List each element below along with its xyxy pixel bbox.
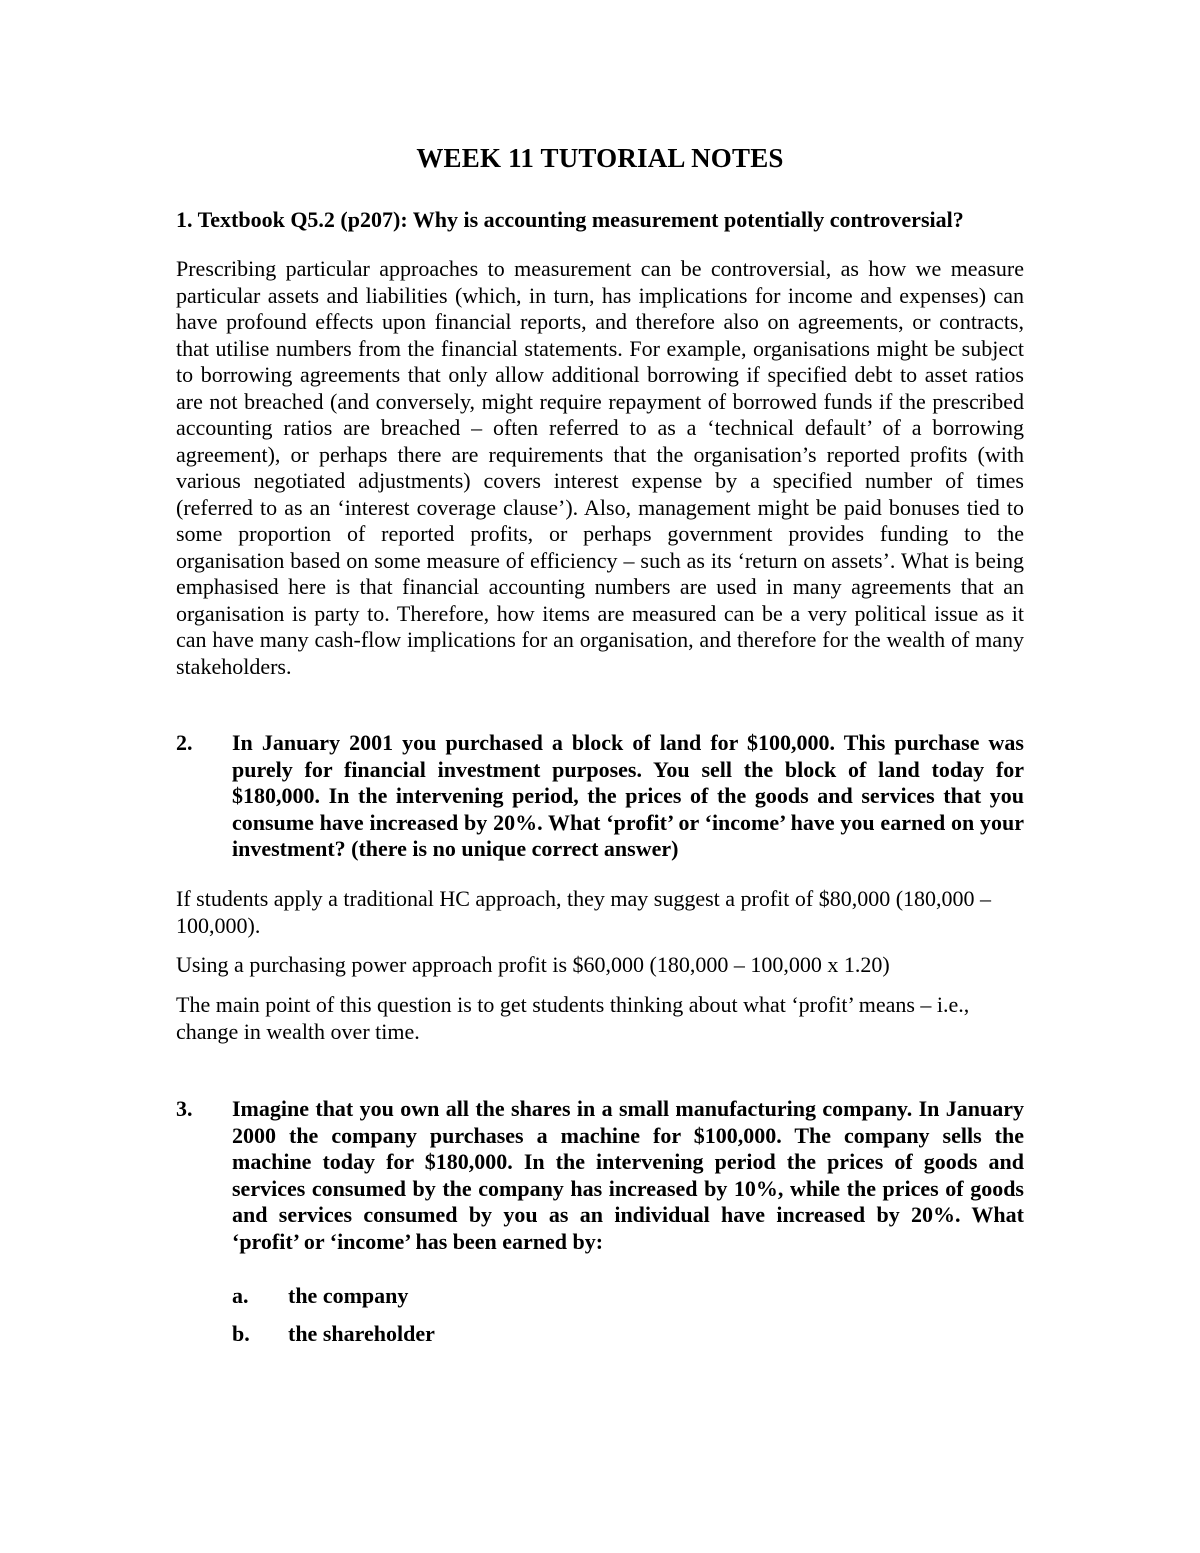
question-3-item-b-text: the shareholder — [288, 1321, 435, 1346]
question-2-text: In January 2001 you purchased a block of land for $100,000. This purchase was purely for financial investment purposes. You sell the block of land today for $180,000. In the intervening period, the prices of the goods and services that you consume have increased by 20%. What ‘profit’ or ‘income’ have you earned on your investment? (there is no unique correct answer) — [232, 730, 1024, 861]
question-2-main-point: The main point of this question is to get students thinking about what ‘profit’ means – i.e., change in wealth over time. — [176, 992, 970, 1044]
question-3-number: 3. — [176, 1096, 193, 1121]
question-3-item-a-text: the company — [288, 1283, 409, 1308]
question-1-answer: Prescribing particular approaches to measurement can be controversial, as how we measure particular assets and liabilities (which, in turn, has implications for income and expenses) can have profound effects upon financial reports, and therefore also on agreements, or contracts, that utilise numbers from the financial statements. For example, organisations might be subject to borrowing agreements that only allow additional borrowing if specified debt to asset ratios are not breached (and conversely, might require repayment of borrowed funds if the prescribed accounting ratios are breached – often referred to as a ‘technical default’ of a borrowing agreement), or perhaps there are requirements that the organisation’s reported profits (with various negotiated adjustments) covers interest expense by a specified number of times (referred to as an ‘interest coverage clause’). Also, management might be paid bonuses tied to some proportion of reported profits, or perhaps government provides funding to the organisation based on some measure of efficiency – such as its ‘return on assets’. What is being emphasised here is that financial accounting numbers are used in many agreements that an organisation is party to. Therefore, how items are measured can be a very political issue as it can have many cash-flow implications for an organisation, and therefore for the wealth of many stakeholders. — [176, 256, 1024, 679]
question-1-heading: 1. Textbook Q5.2 (p207): Why is accounting measurement potentially controversial? — [176, 207, 964, 232]
question-3-item-a-label: a. — [232, 1283, 249, 1308]
question-2-number: 2. — [176, 730, 193, 755]
question-3-item-b-label: b. — [232, 1321, 250, 1346]
question-2-answer-purchasing-power: Using a purchasing power approach profit is $60,000 (180,000 – 100,000 x 1.20) — [176, 952, 890, 977]
page-title: WEEK 11 TUTORIAL NOTES — [416, 143, 784, 173]
question-3-text: Imagine that you own all the shares in a small manufacturing company. In January 2000 the company purchases a machine for $100,000. The company sells the machine today for $180,000. In the intervening period the prices of goods and services consumed by the company has increased by 10%, while the prices of goods and services consumed by you as an individual have increased by 20%. What ‘profit’ or ‘income’ has been earned by: — [232, 1096, 1024, 1254]
question-2-answer-hc: If students apply a traditional HC approach, they may suggest a profit of $80,000 (180,000 – 100,000). — [176, 886, 992, 938]
